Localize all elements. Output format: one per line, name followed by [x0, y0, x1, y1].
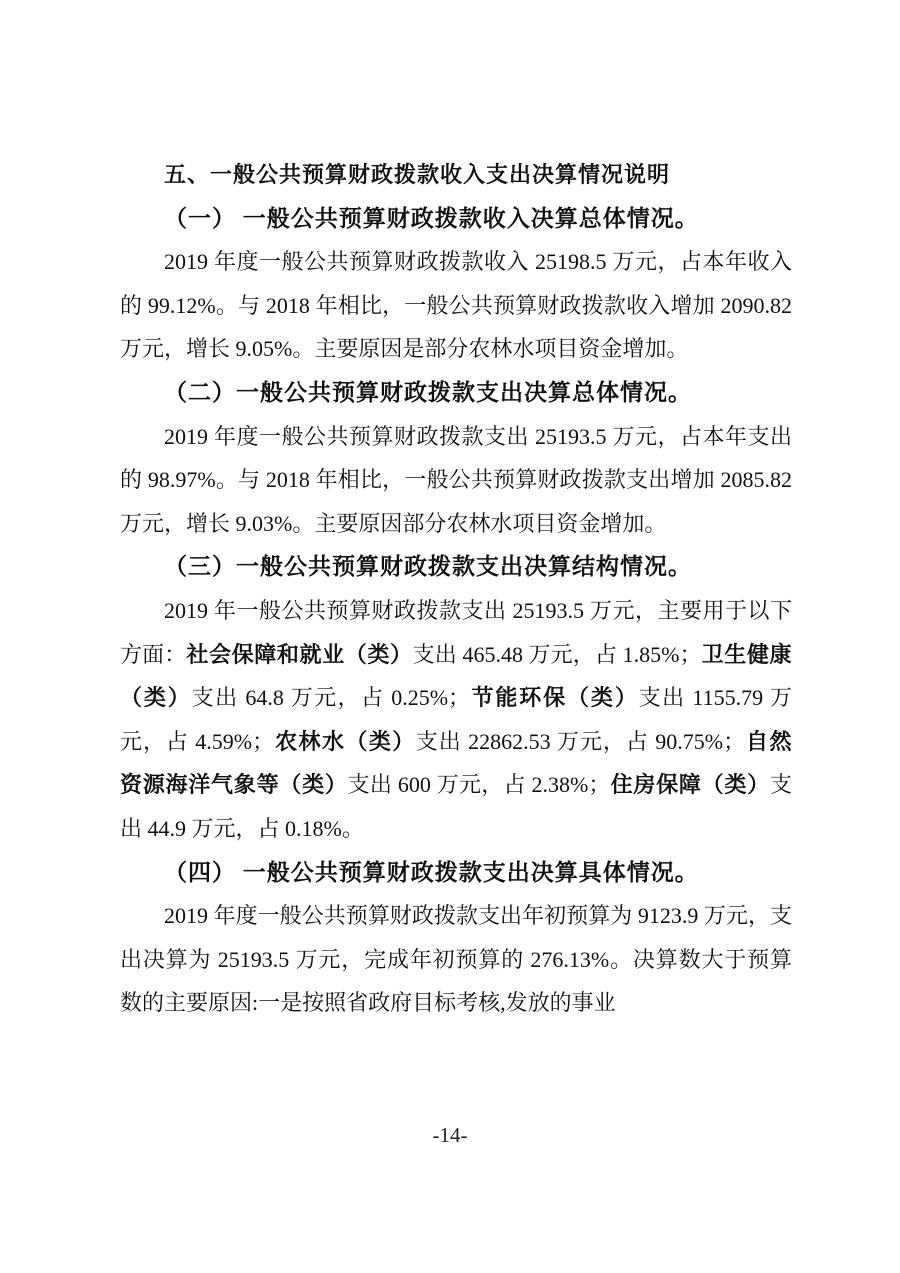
body-text: 支出 465.48 万元，占 1.85%；	[412, 641, 702, 667]
section-title: 五、一般公共预算财政拨款收入支出决算情况说明	[164, 162, 671, 187]
document-content	[120, 153, 792, 1025]
expense-category-label: 卫生健康（类）	[120, 641, 792, 711]
body-text: 支出 64.8 万元，占 0.25%；	[191, 685, 471, 711]
heading-expense-total: （二）一般公共预算财政拨款支出决算总体情况。	[164, 379, 692, 405]
expense-category-label: 节能环保（类）	[470, 685, 639, 711]
body-text: 2019 年一般公共预算财政拨款支出 25193.5 万元，主要用于以下方面：	[120, 597, 792, 667]
heading-expense-structure: （三）一般公共预算财政拨款支出决算结构情况。	[164, 554, 692, 580]
paragraph-expense-total: 2019 年度一般公共预算财政拨款支出 25193.5 万元，占本年支出的 98.97%。与 2018 年相比，一般公共预算财政拨款支出增加 2085.82 万元，增长 9.03%。主要原因部分农林水项目资金增加。	[120, 423, 792, 536]
heading-expense-detail: （四） 一般公共预算财政拨款支出决算具体情况。	[164, 859, 699, 885]
page-number: -14-	[432, 1123, 468, 1147]
body-text: 支出 44.9 万元，占 0.18%。	[120, 772, 792, 841]
paragraph-expense-structure	[120, 589, 792, 851]
paragraph-income-total: 2019 年度一般公共预算财政拨款收入 25198.5 万元，占本年收入的 99.12%。与 2018 年相比，一般公共预算财政拨款收入增加 2090.82 万元，增长 9.05%。主要原因是部分农林水项目资金增加。	[120, 249, 792, 362]
expense-category-label: 自然资源海洋气象等（类）	[120, 728, 792, 798]
expense-category-label: 住房保障（类）	[610, 772, 770, 798]
body-text: 支出 600 万元，占 2.38%；	[347, 772, 611, 798]
expense-category-label: 农林水（类）	[274, 728, 416, 754]
heading-income-total: （一） 一般公共预算财政拨款收入决算总体情况。	[164, 205, 699, 231]
body-text: 支出 1155.79 万元，占 4.59%；	[120, 685, 792, 754]
paragraph-expense-detail: 2019 年度一般公共预算财政拨款支出年初预算为 9123.9 万元，支出决算为 25193.5 万元，完成年初预算的 276.13%。决算数大于预算数的主要原因:一是按照省政府目标考核,发放的事业	[120, 903, 792, 1016]
expense-category-label: 社会保障和就业（类）	[186, 641, 413, 667]
body-text: 支出 22862.53 万元，占 90.75%；	[415, 728, 746, 754]
